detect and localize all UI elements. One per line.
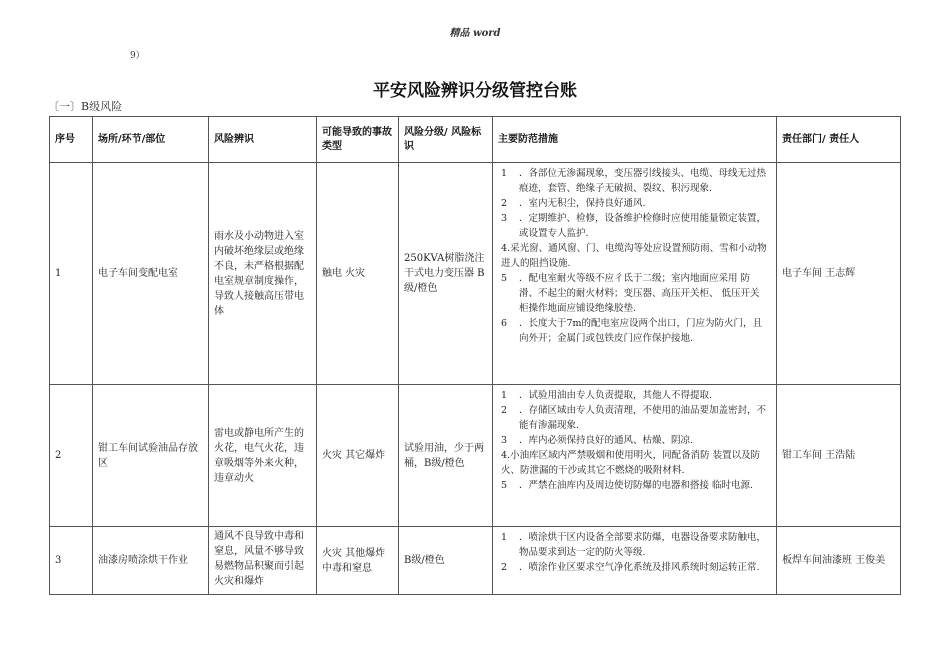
col-header-place: 场所/环节/部位 [93,117,209,163]
measure-number: 3 [501,435,508,446]
measure-text: 4.小油库区域内严禁吸烟和使用明火，同配备消防 装置以及防火、防泄漏的干沙或其它不燃烧的吸附材料. [501,450,761,476]
row-accident: 触电 火灾 [317,163,399,385]
row-owner: 板焊车间油漆班 王俊美 [777,527,901,595]
measure-number: 2 [501,405,508,416]
measure-item [501,271,768,316]
row-place: 钳工车间试验油品存放区 [93,385,209,527]
measure-number: 2 [501,562,508,573]
measure-text: ．库内必须保持良好的通风、枯燥、阴凉. [519,435,694,446]
measure-item [501,211,768,241]
measure-text: 4.采光窗、通风窗、门、电缆沟等处应设置预防雨、雪和小动物进人的阻挡设施. [501,243,767,269]
row-level: B级/橙色 [399,527,493,595]
risk-ledger-table [49,116,901,595]
document-title: 平安风险辨识分级管控台账 [373,81,577,101]
row-measures [493,163,777,385]
measure-text: ．各部位无渗漏现象，变压器引线接头、电缆、母线无过热痕迹，套管、绝缘子无破损、裂纹、积污现象. [519,168,767,194]
col-header-owner: 责任部门/ 责任人 [777,117,901,163]
measure-text: ．试验用油由专人负责提取，其他人不得提取. [519,390,713,401]
measure-item [501,478,768,493]
col-header-level: 风险分级/ 风险标识 [399,117,493,163]
measure-item [501,388,768,403]
row-accident: 火灾 其它爆炸 [317,385,399,527]
row-no: 1 [50,163,93,385]
col-header-measures: 主要防范措施 [493,117,777,163]
section-heading: 〔一〕B级风险 [48,100,123,113]
measure-text: ．室内无积尘，保持良好通风. [519,198,646,209]
measure-item [501,433,768,448]
measure-number: 2 [501,198,508,209]
row-no: 2 [50,385,93,527]
row-risk: 通风不良导致中毒和窒息，风量不够导致易燃物品积聚而引起火灾和爆炸 [209,527,317,595]
row-owner: 电子车间 王志辉 [777,163,901,385]
table-row [50,385,901,527]
measure-text: ．严禁在油库内及周边使切防爆的电器和搭接 临时电源. [519,480,754,491]
measure-item [501,316,768,346]
measure-number: 1 [501,168,508,179]
measures-list [498,387,771,524]
measure-text: ．存储区域由专人负责清理，不使用的油品要加盖密封，不能有渗漏现象. [519,405,767,431]
measure-number: 5 [501,273,508,284]
row-place: 电子车间变配电室 [93,163,209,385]
col-header-no: 序号 [50,117,93,163]
row-risk: 雷电或静电所产生的火花，电气火花，违章吸烟等外来火种，违章动火 [209,385,317,527]
measure-item [501,403,768,433]
measure-item [501,448,768,478]
measure-text: ．喷涂烘干区内设备全部要求防爆，电器设备要求防触电，物品要求到达一定的防火等级. [519,532,767,558]
measure-item [501,241,768,271]
header-watermark: 精品 word [449,28,501,39]
measure-number: 3 [501,213,508,224]
table-row [50,527,901,595]
measure-text: ．定期维护、检修，设备维护检修时应使用能量锁定装置，或设置专人监护. [519,213,767,239]
row-level: 试验用油，少于两桶，B级/橙色 [399,385,493,527]
page-note: 9） [130,51,145,61]
table-row [50,163,901,385]
measure-number: 1 [501,532,508,543]
row-place: 油漆房喷涂烘干作业 [93,527,209,595]
measure-number: 1 [501,390,508,401]
row-risk: 雨水及小动物进入室内破坏绝缘层或绝缘不良，未严格根据配电室规章制度操作，导致人接触高压带电体 [209,163,317,385]
row-no: 3 [50,527,93,595]
row-accident: 火灾 其他爆炸 中毒和窒息 [317,527,399,595]
col-header-risk: 风险辨识 [209,117,317,163]
measure-item [501,196,768,211]
row-level: 250KVA树脂浇注干式电力变压器 B级/橙色 [399,163,493,385]
row-owner: 钳工车间 王浩陆 [777,385,901,527]
measure-number: 5 [501,480,508,491]
row-measures [493,527,777,595]
table-header-row [50,117,901,163]
measure-item [501,530,768,560]
col-header-accident: 可能导致的事故类型 [317,117,399,163]
measure-number: 6 [501,318,508,329]
measure-item [501,560,768,575]
measure-text: ．配电室耐火等级不应彳氐于二级；室内地面应采用 防滑、不起尘的耐火材料；变压器、高压开关柜、 低压开关柜操作地面应铺设绝缘胶垫. [519,273,760,314]
measure-item [501,166,768,196]
measures-list [498,165,771,382]
measures-list [498,529,771,592]
row-measures [493,385,777,527]
measure-text: ．长度大于7m的配电室应设两个出口，门应为防火门，且向外开；金属门或包铁皮门应作保护接地. [519,318,763,344]
measure-text: ．喷涂作业区要求空气净化系统及排风系统时刻运转正常. [519,562,760,573]
